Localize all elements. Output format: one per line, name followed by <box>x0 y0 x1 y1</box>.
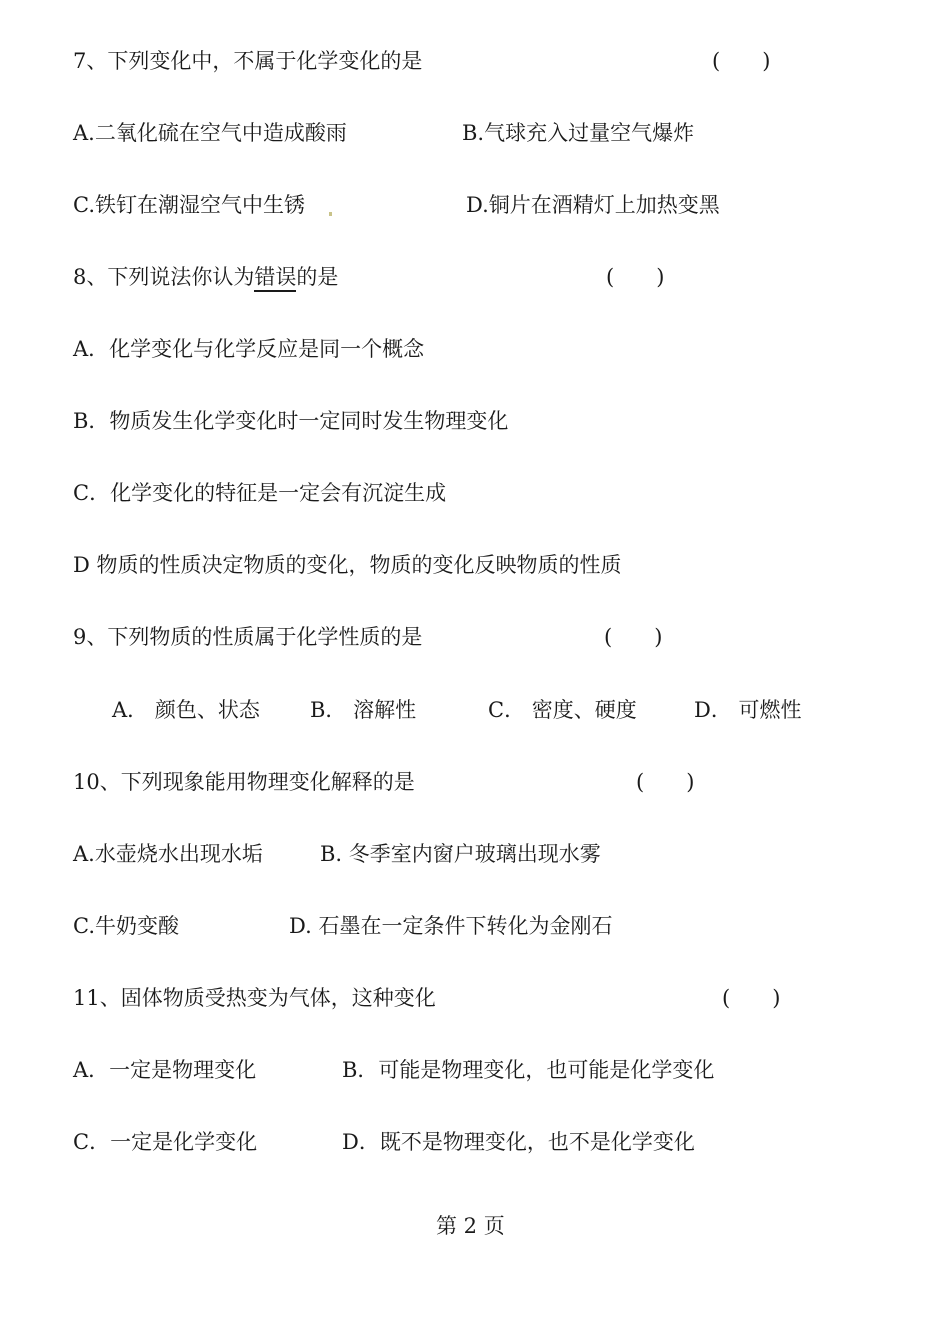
q8-stem <box>73 264 338 290</box>
q9-option-b: B． 溶解性 <box>310 698 417 722</box>
q10-answer-paren: ( ) <box>636 770 695 794</box>
q9-option-d: D． 可燃性 <box>694 698 802 722</box>
q7-option-d: D.铜片在酒精灯上加热变黑 <box>466 193 720 217</box>
q10-option-d: D. 石墨在一定条件下转化为金刚石 <box>289 914 613 938</box>
scan-speck <box>329 212 332 216</box>
q9-stem: 9、下列物质的性质属于化学性质的是 <box>73 625 423 649</box>
q7-option-a: A.二氧化硫在空气中造成酸雨 <box>73 121 347 145</box>
q8-option-b: B．物质发生化学变化时一定同时发生物理变化 <box>73 409 509 433</box>
q10-option-a: A.水壶烧水出现水垢 <box>73 842 263 866</box>
q11-option-b: B．可能是物理变化，也可能是化学变化 <box>342 1058 715 1082</box>
q8-stem-before: 8、下列说法你认为 <box>73 265 255 289</box>
q7-option-c: C.铁钉在潮湿空气中生锈 <box>73 193 305 217</box>
q11-option-d: D．既不是物理变化，也不是化学变化 <box>342 1130 695 1154</box>
q8-answer-paren: ( ) <box>606 265 665 289</box>
q9-option-a: A． 颜色、状态 <box>112 698 260 722</box>
q10-stem: 10、下列现象能用物理变化解释的是 <box>73 770 415 794</box>
q9-answer-paren: ( ) <box>604 625 663 649</box>
q10-option-b: B. 冬季室内窗户玻璃出现水雾 <box>320 842 601 866</box>
q11-answer-paren: ( ) <box>722 986 781 1010</box>
q7-option-b: B.气球充入过量空气爆炸 <box>462 121 695 145</box>
q7-stem: 7、下列变化中，不属于化学变化的是 <box>73 49 423 73</box>
q8-option-d: D 物质的性质决定物质的变化，物质的变化反映物质的性质 <box>73 553 622 577</box>
q8-stem-after: 的是 <box>296 265 339 289</box>
q7-answer-paren: ( ) <box>712 49 771 73</box>
q11-stem: 11、固体物质受热变为气体，这种变化 <box>73 986 436 1010</box>
q10-option-c: C.牛奶变酸 <box>73 914 179 938</box>
q9-option-c: C． 密度、硬度 <box>488 698 637 722</box>
q8-stem-emphasis: 错误 <box>254 265 296 292</box>
q11-option-c: C．一定是化学变化 <box>73 1130 258 1154</box>
q11-option-a: A．一定是物理变化 <box>73 1058 257 1082</box>
page-number: 第 2 页 <box>436 1214 505 1238</box>
q8-option-c: C．化学变化的特征是一定会有沉淀生成 <box>73 481 447 505</box>
q8-option-a: A．化学变化与化学反应是同一个概念 <box>73 337 425 361</box>
